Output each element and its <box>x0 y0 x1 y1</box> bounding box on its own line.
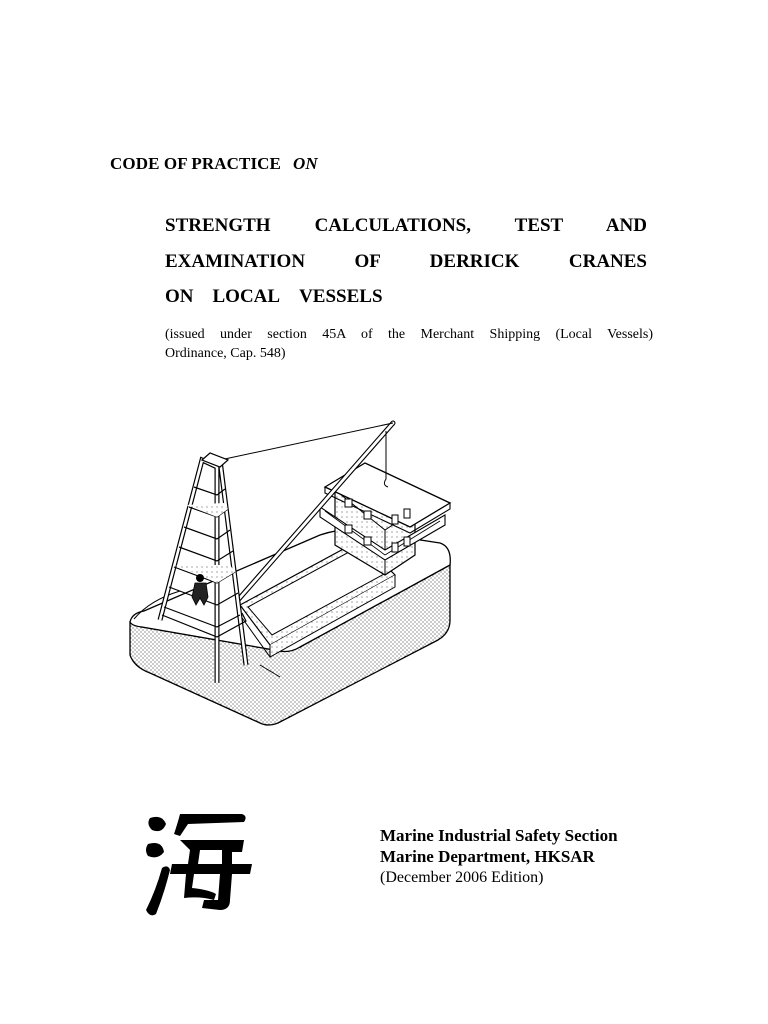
title-word: ON <box>165 286 194 307</box>
issuance-note <box>165 325 653 363</box>
document-series-heading <box>110 154 318 174</box>
title-line-1: STRENGTH CALCULATIONS, TEST AND <box>165 215 647 236</box>
title-word: LOCAL <box>212 286 281 307</box>
title-word: VESSELS <box>299 286 383 307</box>
issuer-section: Marine Industrial Safety Section <box>380 826 618 845</box>
series-prefix: CODE OF PRACTICE <box>110 154 281 173</box>
issuing-authority <box>380 825 618 888</box>
derrick-crane-vessel-illustration <box>120 415 460 740</box>
issuance-note-line-2: Ordinance, Cap. 548) <box>165 346 286 361</box>
title-line-3 <box>165 286 383 308</box>
edition-date: (December 2006 Edition) <box>380 869 544 886</box>
issuer-department: Marine Department, HKSAR <box>380 847 595 866</box>
series-connector: ON <box>292 154 318 173</box>
marine-department-logo <box>140 810 255 920</box>
title-line-2: EXAMINATION OF DERRICK CRANES <box>165 251 647 272</box>
issuance-note-line-1: (issued under section 45A of the Merchant Shipping (Local Vessels) <box>165 327 653 342</box>
